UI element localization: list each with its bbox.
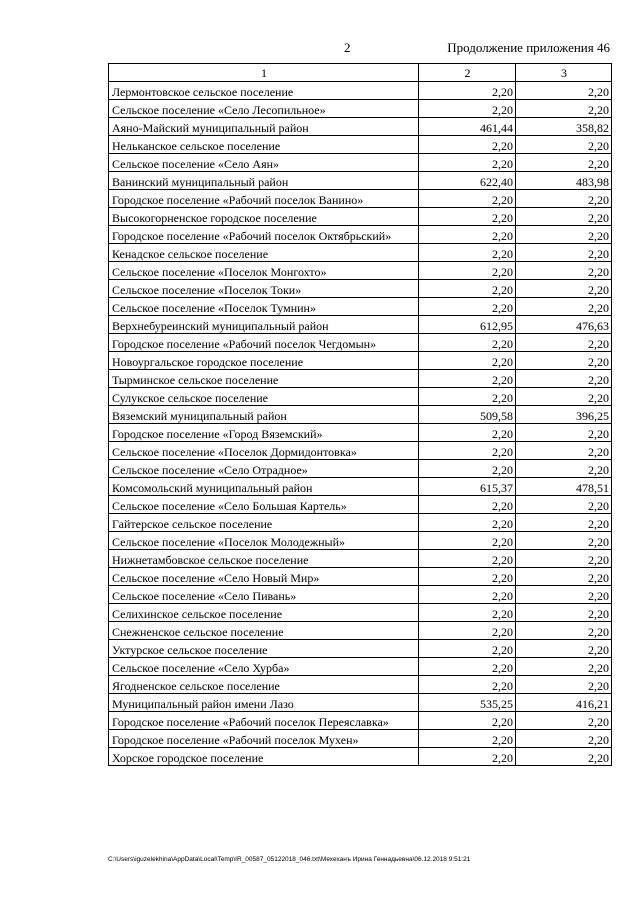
row-value-col3-cell: 2,20 <box>516 442 612 460</box>
row-name-cell: Городское поселение «Рабочий поселок Переяславка» <box>109 712 419 730</box>
row-value-col2-cell: 2,20 <box>419 334 516 352</box>
table-header-row <box>109 64 612 82</box>
table-row <box>109 748 612 766</box>
table-row <box>109 676 612 694</box>
row-name-cell: Сельское поселение «Поселок Тумнин» <box>109 298 419 316</box>
row-name-cell: Ванинский муниципальный район <box>109 172 419 190</box>
table-row <box>109 262 612 280</box>
row-value-col2-cell: 2,20 <box>419 676 516 694</box>
row-value-col3-cell: 2,20 <box>516 568 612 586</box>
row-value-col3-cell: 2,20 <box>516 226 612 244</box>
row-value-col3-cell: 2,20 <box>516 730 612 748</box>
row-value-col3-cell: 2,20 <box>516 388 612 406</box>
row-value-col2-cell: 2,20 <box>419 586 516 604</box>
row-value-col3-cell: 2,20 <box>516 82 612 100</box>
row-value-col2-cell: 2,20 <box>419 604 516 622</box>
row-value-col3-cell: 396,25 <box>516 406 612 424</box>
row-name-cell: Сельское поселение «Поселок Дормидонтовка» <box>109 442 419 460</box>
table-row <box>109 244 612 262</box>
row-value-col2-cell: 2,20 <box>419 514 516 532</box>
row-name-cell: Новоургальское городское поселение <box>109 352 419 370</box>
table-row <box>109 478 612 496</box>
appendix-continuation-label: Продолжение приложения 46 <box>447 40 610 55</box>
file-path-footer: C:\Users\iguzelekhina\AppData\Local\Temp\IR_00587_05122018_046.txt\Мехеханъ Ирина Геннадьевна\06.12.2018 9:51:21 <box>108 856 471 863</box>
row-value-col3-cell: 2,20 <box>516 622 612 640</box>
row-name-cell: Сельское поселение «Село Хурба» <box>109 658 419 676</box>
row-name-cell: Уктурское сельское поселение <box>109 640 419 658</box>
row-name-cell: Сельское поселение «Село Пивань» <box>109 586 419 604</box>
row-value-col2-cell: 2,20 <box>419 730 516 748</box>
table-body <box>109 82 612 766</box>
table-row <box>109 100 612 118</box>
row-value-col2-cell: 2,20 <box>419 370 516 388</box>
row-name-cell: Лермонтовское сельское поселение <box>109 82 419 100</box>
table-row <box>109 586 612 604</box>
table-row <box>109 370 612 388</box>
row-name-cell: Городское поселение «Город Вяземский» <box>109 424 419 442</box>
row-value-col3-cell: 416,21 <box>516 694 612 712</box>
table-row <box>109 406 612 424</box>
row-name-cell: Сельское поселение «Село Большая Картель» <box>109 496 419 514</box>
table-row <box>109 82 612 100</box>
row-name-cell: Сельское поселение «Село Отрадное» <box>109 460 419 478</box>
row-name-cell: Сельское поселение «Село Лесопильное» <box>109 100 419 118</box>
table-row <box>109 298 612 316</box>
row-value-col3-cell: 2,20 <box>516 532 612 550</box>
row-value-col3-cell: 2,20 <box>516 136 612 154</box>
row-name-cell: Сельское поселение «Поселок Токи» <box>109 280 419 298</box>
table-row <box>109 442 612 460</box>
row-value-col3-cell: 2,20 <box>516 334 612 352</box>
row-value-col2-cell: 461,44 <box>419 118 516 136</box>
row-value-col3-cell: 2,20 <box>516 658 612 676</box>
row-value-col3-cell: 2,20 <box>516 154 612 172</box>
row-value-col2-cell: 2,20 <box>419 352 516 370</box>
row-name-cell: Сельское поселение «Поселок Молодежный» <box>109 532 419 550</box>
row-name-cell: Нижнетамбовское сельское поселение <box>109 550 419 568</box>
table-row <box>109 712 612 730</box>
table-row <box>109 388 612 406</box>
row-value-col2-cell: 2,20 <box>419 82 516 100</box>
row-value-col3-cell: 2,20 <box>516 586 612 604</box>
row-name-cell: Высокогорненское городское поселение <box>109 208 419 226</box>
row-value-col3-cell: 2,20 <box>516 712 612 730</box>
table-row <box>109 604 612 622</box>
row-name-cell: Нельканское сельское поселение <box>109 136 419 154</box>
row-value-col2-cell: 2,20 <box>419 190 516 208</box>
row-name-cell: Городское поселение «Рабочий поселок Ванино» <box>109 190 419 208</box>
row-value-col2-cell: 2,20 <box>419 388 516 406</box>
row-value-col2-cell: 622,40 <box>419 172 516 190</box>
row-value-col2-cell: 509,58 <box>419 406 516 424</box>
row-value-col3-cell: 2,20 <box>516 514 612 532</box>
row-value-col2-cell: 2,20 <box>419 748 516 766</box>
row-name-cell: Сельское поселение «Поселок Монгохто» <box>109 262 419 280</box>
row-name-cell: Гайтерское сельское поселение <box>109 514 419 532</box>
table-row <box>109 424 612 442</box>
row-value-col2-cell: 2,20 <box>419 496 516 514</box>
row-value-col3-cell: 2,20 <box>516 280 612 298</box>
row-value-col2-cell: 612,95 <box>419 316 516 334</box>
row-value-col2-cell: 2,20 <box>419 712 516 730</box>
row-name-cell: Селихинское сельское поселение <box>109 604 419 622</box>
table-row <box>109 118 612 136</box>
row-value-col3-cell: 476,63 <box>516 316 612 334</box>
row-name-cell: Сельское поселение «Село Новый Мир» <box>109 568 419 586</box>
data-table <box>108 63 612 766</box>
row-value-col3-cell: 2,20 <box>516 676 612 694</box>
table-row <box>109 460 612 478</box>
row-name-cell: Верхнебуреинский муниципальный район <box>109 316 419 334</box>
row-value-col3-cell: 2,20 <box>516 496 612 514</box>
row-value-col2-cell: 2,20 <box>419 532 516 550</box>
row-value-col3-cell: 2,20 <box>516 460 612 478</box>
table-row <box>109 550 612 568</box>
table-row <box>109 316 612 334</box>
row-value-col2-cell: 2,20 <box>419 640 516 658</box>
table-row <box>109 532 612 550</box>
row-name-cell: Комсомольский муниципальный район <box>109 478 419 496</box>
row-value-col3-cell: 2,20 <box>516 424 612 442</box>
row-name-cell: Снежненское сельское поселение <box>109 622 419 640</box>
table-row <box>109 190 612 208</box>
row-name-cell: Сулукское сельское поселение <box>109 388 419 406</box>
row-value-col2-cell: 535,25 <box>419 694 516 712</box>
row-name-cell: Аяно-Майский муниципальный район <box>109 118 419 136</box>
row-value-col2-cell: 2,20 <box>419 622 516 640</box>
row-value-col2-cell: 2,20 <box>419 460 516 478</box>
row-value-col2-cell: 2,20 <box>419 550 516 568</box>
row-name-cell: Тырминское сельское поселение <box>109 370 419 388</box>
table-row <box>109 136 612 154</box>
page-number: 2 <box>344 40 351 55</box>
row-name-cell: Кенадское сельское поселение <box>109 244 419 262</box>
row-value-col3-cell: 2,20 <box>516 640 612 658</box>
row-value-col3-cell: 2,20 <box>516 190 612 208</box>
row-value-col3-cell: 2,20 <box>516 298 612 316</box>
table-row <box>109 568 612 586</box>
table-row <box>109 352 612 370</box>
row-value-col3-cell: 358,82 <box>516 118 612 136</box>
table-row <box>109 172 612 190</box>
row-value-col2-cell: 2,20 <box>419 424 516 442</box>
table-row <box>109 514 612 532</box>
table-row <box>109 154 612 172</box>
row-value-col2-cell: 2,20 <box>419 226 516 244</box>
table-row <box>109 208 612 226</box>
row-name-cell: Сельское поселение «Село Аян» <box>109 154 419 172</box>
row-value-col2-cell: 2,20 <box>419 298 516 316</box>
column-header-3: 3 <box>516 64 612 82</box>
row-value-col3-cell: 478,51 <box>516 478 612 496</box>
row-value-col3-cell: 2,20 <box>516 748 612 766</box>
row-value-col2-cell: 2,20 <box>419 208 516 226</box>
row-value-col3-cell: 2,20 <box>516 262 612 280</box>
row-name-cell: Городское поселение «Рабочий поселок Мухен» <box>109 730 419 748</box>
row-name-cell: Муниципальный район имени Лазо <box>109 694 419 712</box>
table-row <box>109 226 612 244</box>
row-value-col2-cell: 2,20 <box>419 100 516 118</box>
row-name-cell: Хорское городское поселение <box>109 748 419 766</box>
row-value-col2-cell: 2,20 <box>419 154 516 172</box>
row-value-col2-cell: 615,37 <box>419 478 516 496</box>
row-value-col3-cell: 2,20 <box>516 244 612 262</box>
table-row <box>109 334 612 352</box>
row-value-col2-cell: 2,20 <box>419 136 516 154</box>
table-row <box>109 658 612 676</box>
row-value-col3-cell: 2,20 <box>516 100 612 118</box>
row-name-cell: Вяземский муниципальный район <box>109 406 419 424</box>
table-row <box>109 622 612 640</box>
table-row <box>109 730 612 748</box>
row-value-col2-cell: 2,20 <box>419 442 516 460</box>
row-value-col2-cell: 2,20 <box>419 568 516 586</box>
row-value-col2-cell: 2,20 <box>419 280 516 298</box>
row-value-col2-cell: 2,20 <box>419 658 516 676</box>
row-value-col2-cell: 2,20 <box>419 262 516 280</box>
row-value-col3-cell: 2,20 <box>516 604 612 622</box>
table-row <box>109 280 612 298</box>
row-value-col3-cell: 2,20 <box>516 352 612 370</box>
row-value-col3-cell: 2,20 <box>516 370 612 388</box>
column-header-1: 1 <box>109 64 419 82</box>
table-row <box>109 640 612 658</box>
table-row <box>109 496 612 514</box>
row-name-cell: Ягодненское сельское поселение <box>109 676 419 694</box>
column-header-2: 2 <box>419 64 516 82</box>
row-value-col2-cell: 2,20 <box>419 244 516 262</box>
row-name-cell: Городское поселение «Рабочий поселок Октябрьский» <box>109 226 419 244</box>
row-value-col3-cell: 483,98 <box>516 172 612 190</box>
row-value-col3-cell: 2,20 <box>516 208 612 226</box>
row-name-cell: Городское поселение «Рабочий поселок Чегдомын» <box>109 334 419 352</box>
table-row <box>109 694 612 712</box>
row-value-col3-cell: 2,20 <box>516 550 612 568</box>
